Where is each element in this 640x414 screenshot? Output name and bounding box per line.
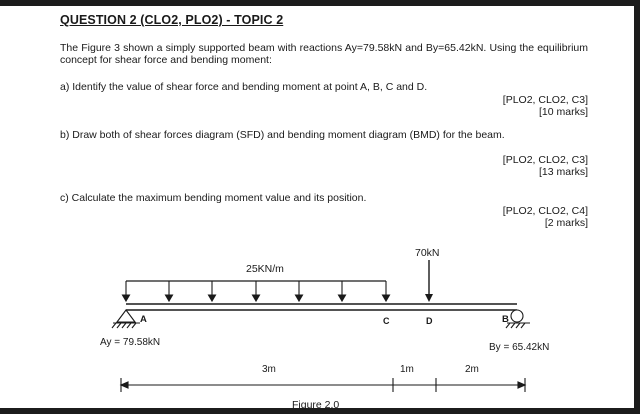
part-a-mark-count: [10 marks]: [538, 106, 588, 118]
point-load-arrowhead: [425, 294, 433, 302]
point-a-label: A: [140, 314, 147, 325]
part-a-tag: [PLO2, CLO2, C3]: [502, 94, 588, 106]
point-c-label: C: [383, 316, 390, 326]
part-c-tag: [PLO2, CLO2, C4]: [502, 205, 588, 217]
part-b-text: b) Draw both of shear forces diagram (SFD) and bending moment diagram (BMD) for the beam.: [60, 129, 505, 141]
dimension-line: [121, 378, 525, 392]
part-a-text: a) Identify the value of shear force and bending moment at point A, B, C and D.: [60, 81, 428, 93]
dimension-3m: 3m: [262, 364, 276, 375]
point-load-label: 70kN: [415, 247, 440, 259]
udl-label: 25KN/m: [246, 263, 284, 275]
pin-support-a: [112, 310, 140, 328]
dimension-1m: 1m: [400, 364, 414, 375]
roller-support-b: [506, 310, 530, 328]
part-c-text: c) Calculate the maximum bending moment value and its position.: [60, 192, 367, 204]
point-d-label: D: [426, 316, 433, 326]
reaction-b-label: By = 65.42kN: [489, 342, 550, 353]
question-title: QUESTION 2 (CLO2, PLO2) - TOPIC 2: [60, 13, 284, 27]
part-b-mark-count: [13 marks]: [538, 166, 588, 178]
udl-arrows: [123, 281, 390, 301]
part-c-mark-count: [2 marks]: [544, 217, 588, 229]
reaction-a-label: Ay = 79.58kN: [100, 337, 161, 348]
dimension-2m: 2m: [465, 364, 479, 375]
figure-caption: Figure 2.0: [292, 399, 340, 411]
point-b-label: B: [502, 314, 509, 325]
part-b-tag: [PLO2, CLO2, C3]: [502, 154, 588, 166]
question-intro: The Figure 3 shown a simply supported beam with reactions Ay=79.58kN and By=65.42kN. Using the equilibrium concept for shear force and bending moment:: [60, 42, 588, 66]
